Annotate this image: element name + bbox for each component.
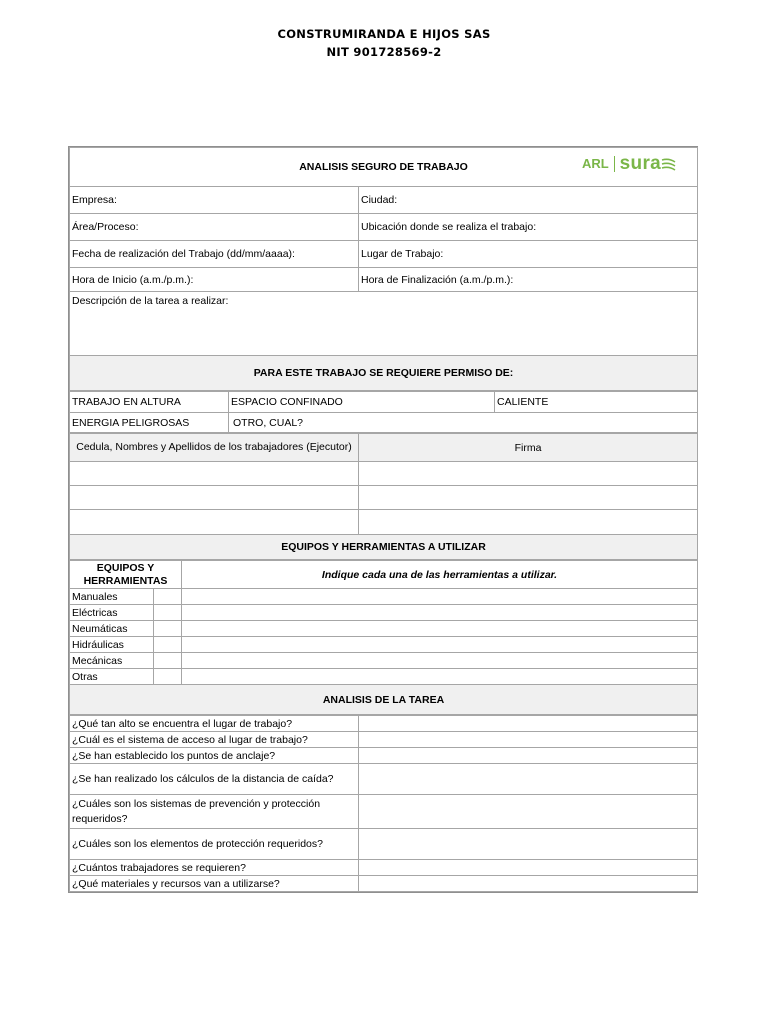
analisis-table [69,715,698,892]
permiso-altura[interactable]: TRABAJO EN ALTURA [70,392,229,413]
analisis-respuesta-1[interactable] [359,716,698,732]
equipo-mecanicas-detalle[interactable] [182,653,698,669]
analisis-pregunta-3: ¿Se han establecido los puntos de anclaje? [70,748,359,764]
analisis-respuesta-7[interactable] [359,860,698,876]
company-name: CONSTRUMIRANDA E HIJOS SAS [277,27,491,41]
equipo-manuales: Manuales [70,589,154,605]
col-trabajadores: Cedula, Nombres y Apellidos de los trabajadores (Ejecutor) [70,434,359,462]
logo-arl-text: ARL [581,156,609,171]
equipo-electricas: Eléctricas [70,605,154,621]
trabajador-firma-3[interactable] [359,510,698,535]
trabajador-nombre-3[interactable] [70,510,359,535]
analisis-respuesta-8[interactable] [359,876,698,892]
equipo-hidraulicas-detalle[interactable] [182,637,698,653]
col-equipos: EQUIPOS Y HERRAMIENTAS [70,561,182,589]
analisis-pregunta-5: ¿Cuáles son los sistemas de prevención y protección requeridos? [70,795,359,829]
analisis-pregunta-8: ¿Qué materiales y recursos van a utilizarse? [70,876,359,892]
permiso-energia[interactable]: ENERGIA PELIGROSAS [70,413,229,433]
equipo-manuales-check[interactable] [154,589,182,605]
form-title-cell [70,148,698,187]
general-info-table [69,147,698,391]
analisis-respuesta-5[interactable] [359,795,698,829]
field-lugar[interactable]: Lugar de Trabajo: [359,241,698,268]
permiso-otro[interactable] [229,413,698,433]
analisis-respuesta-4[interactable] [359,764,698,795]
equipos-table [69,560,698,715]
equipo-electricas-detalle[interactable] [182,605,698,621]
trabajador-nombre-1[interactable] [70,462,359,486]
logo-sura-text: sura [619,153,662,174]
equipo-manuales-detalle[interactable] [182,589,698,605]
equipo-mecanicas-check[interactable] [154,653,182,669]
permisos-heading: PARA ESTE TRABAJO SE REQUIERE PERMISO DE: [70,356,698,391]
analisis-respuesta-6[interactable] [359,829,698,860]
field-ubicacion[interactable]: Ubicación donde se realiza el trabajo: [359,214,698,241]
safety-analysis-form [68,146,698,893]
trabajadores-table [69,433,698,560]
equipo-electricas-check[interactable] [154,605,182,621]
field-descripcion[interactable]: Descripción de la tarea a realizar: [70,292,698,356]
trabajador-firma-1[interactable] [359,462,698,486]
field-ciudad[interactable]: Ciudad: [359,187,698,214]
equipo-neumaticas-check[interactable] [154,621,182,637]
permisos-table [69,391,698,433]
analisis-respuesta-3[interactable] [359,748,698,764]
field-hora-fin[interactable]: Hora de Finalización (a.m./p.m.): [359,268,698,292]
analisis-pregunta-6: ¿Cuáles son los elementos de protección requeridos? [70,829,359,860]
permiso-confinado[interactable]: ESPACIO CONFINADO [229,392,495,413]
permiso-caliente[interactable]: CALIENTE [495,392,698,413]
analisis-pregunta-7: ¿Cuántos trabajadores se requieren? [70,860,359,876]
equipo-neumaticas: Neumáticas [70,621,154,637]
field-empresa[interactable]: Empresa: [70,187,359,214]
analisis-respuesta-2[interactable] [359,732,698,748]
equipo-hidraulicas: Hidráulicas [70,637,154,653]
logo-swoosh-icon [661,156,677,172]
permiso-otro-label: OTRO, CUAL? [233,416,304,429]
equipos-heading: EQUIPOS Y HERRAMIENTAS A UTILIZAR [70,535,698,560]
equipo-neumaticas-detalle[interactable] [182,621,698,637]
logo-divider [614,156,615,172]
analisis-pregunta-1: ¿Qué tan alto se encuentra el lugar de trabajo? [70,716,359,732]
trabajador-nombre-2[interactable] [70,486,359,510]
field-hora-inicio[interactable]: Hora de Inicio (a.m./p.m.): [70,268,359,292]
equipo-otras-check[interactable] [154,669,182,685]
equipo-otras-detalle[interactable] [182,669,698,685]
equipo-mecanicas: Mecánicas [70,653,154,669]
analisis-heading: ANALISIS DE LA TAREA [70,685,698,715]
arl-sura-logo [581,153,677,174]
equipo-otras: Otras [70,669,154,685]
company-nit: NIT 901728569-2 [326,45,442,59]
equipos-instruction: Indique cada una de las herramientas a utilizar. [182,561,698,589]
field-area[interactable]: Área/Proceso: [70,214,359,241]
analisis-pregunta-2: ¿Cuál es el sistema de acceso al lugar de trabajo? [70,732,359,748]
form-title: ANALISIS SEGURO DE TRABAJO [299,161,468,173]
col-firma: Firma [359,434,698,462]
field-fecha[interactable]: Fecha de realización del Trabajo (dd/mm/aaaa): [70,241,359,268]
analisis-pregunta-4: ¿Se han realizado los cálculos de la distancia de caída? [70,764,359,795]
trabajador-firma-2[interactable] [359,486,698,510]
equipo-hidraulicas-check[interactable] [154,637,182,653]
